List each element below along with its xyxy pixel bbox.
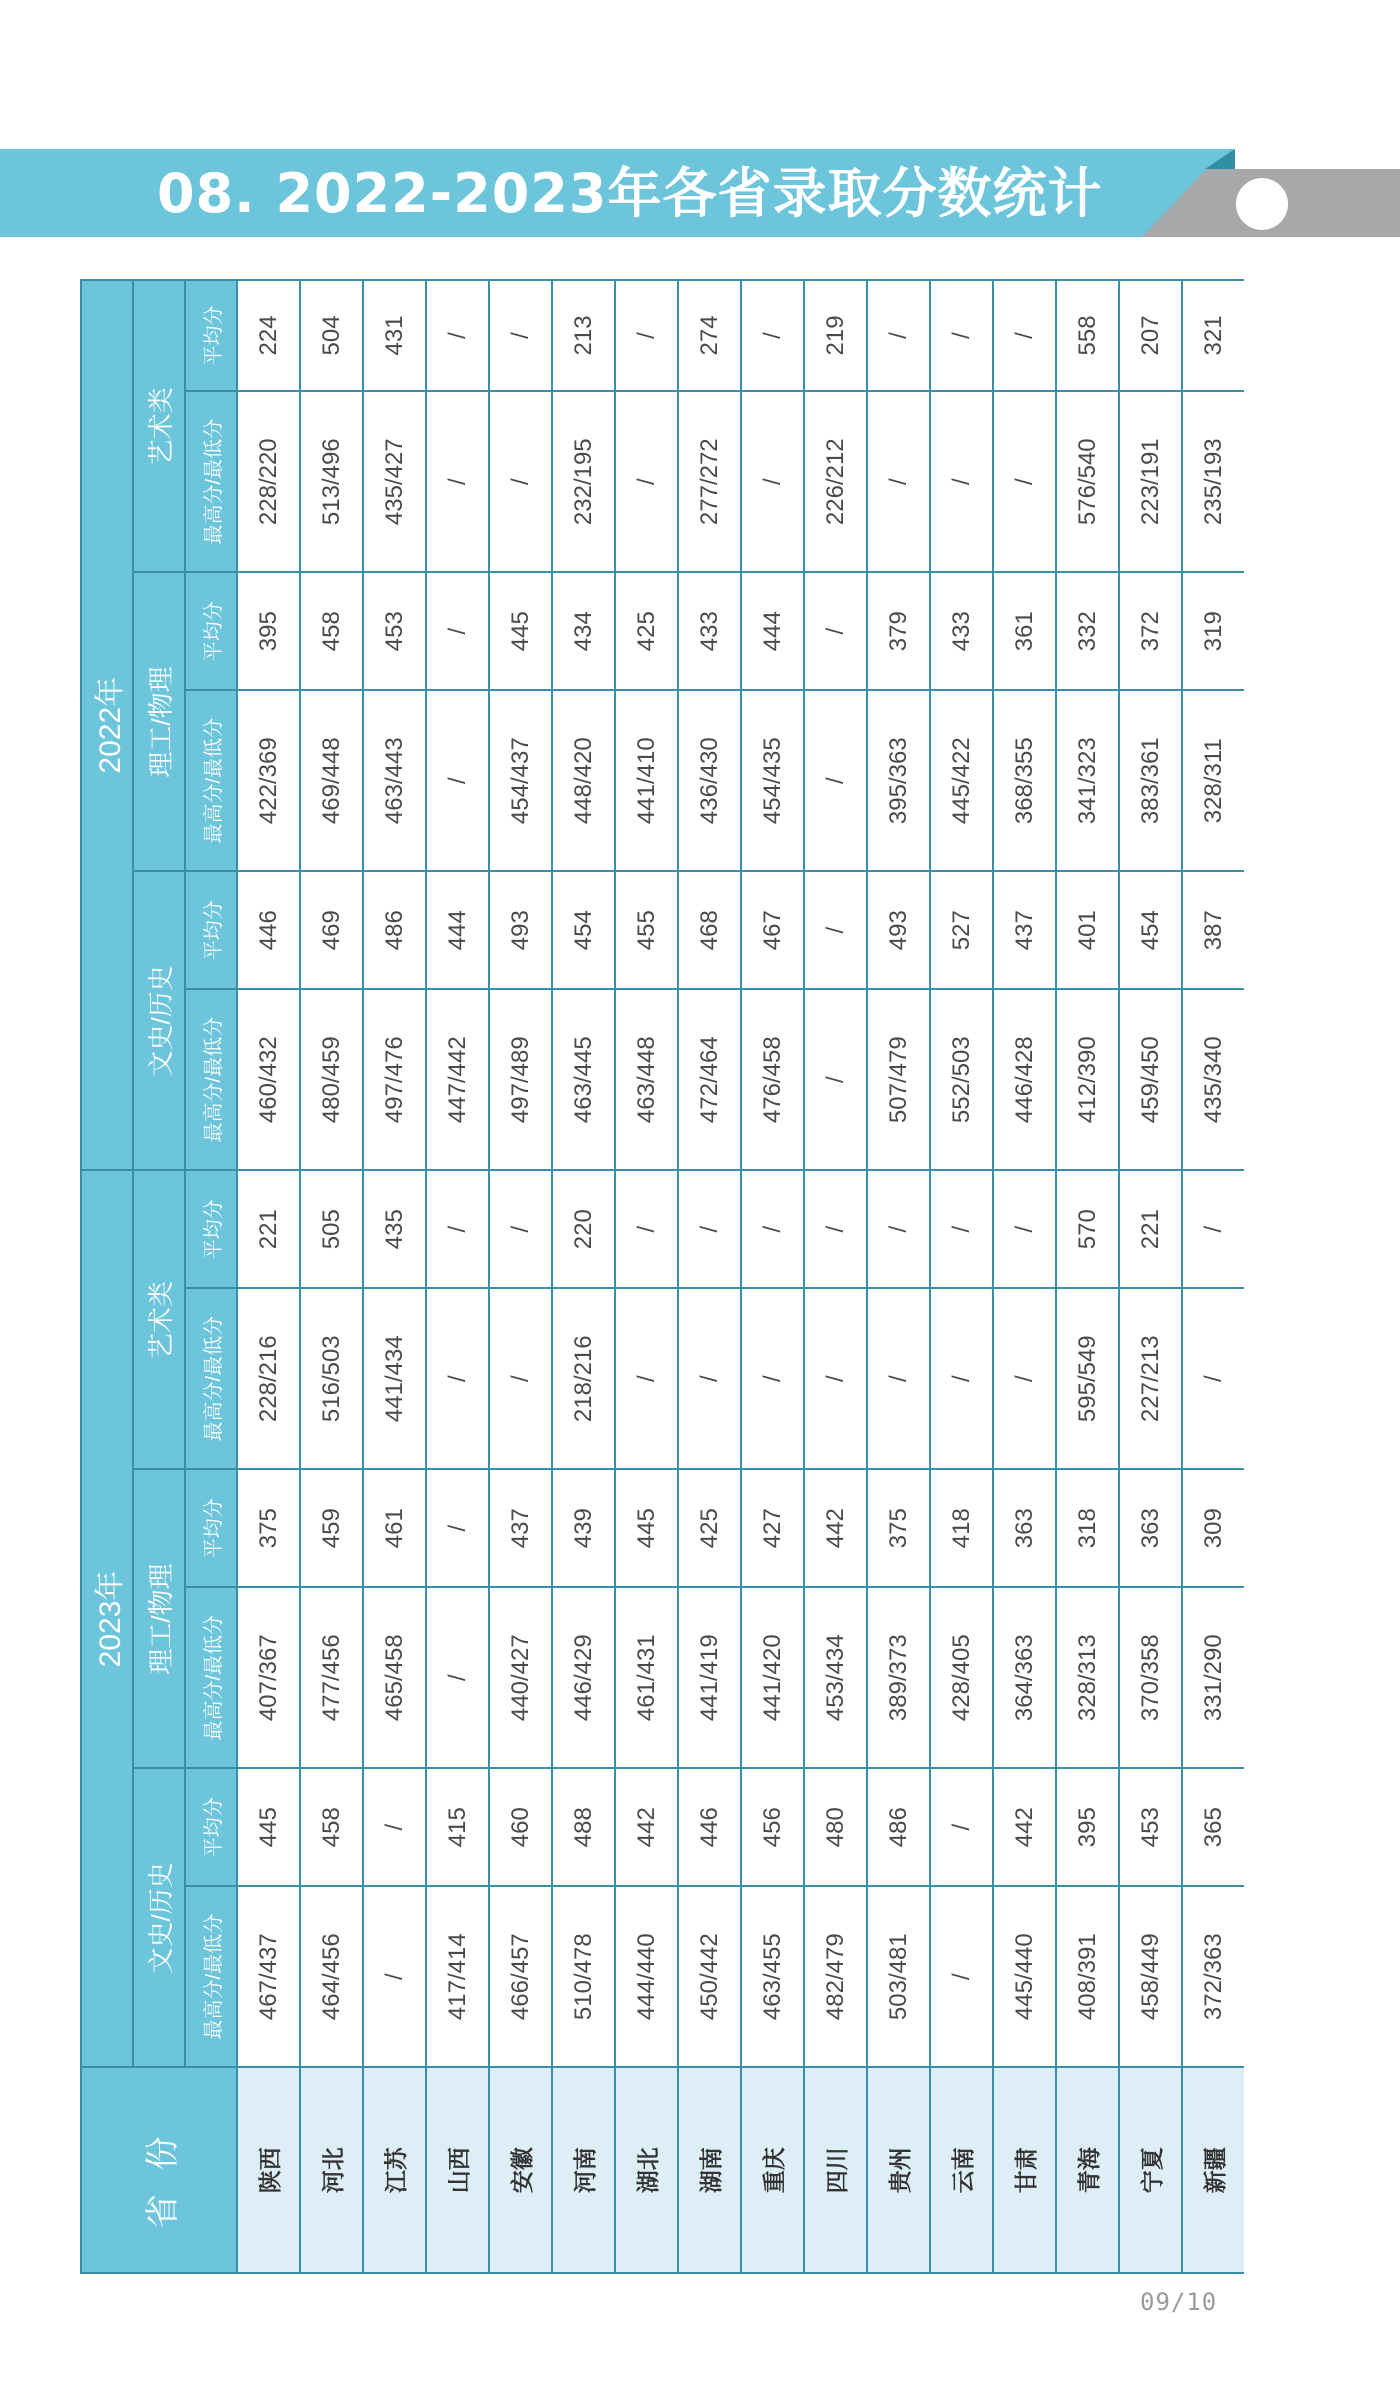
max-min-score-cell: /: [426, 690, 489, 872]
province-cell: 甘肃: [993, 2067, 1056, 2273]
average-score-cell: /: [930, 1170, 993, 1288]
max-min-score-cell: /: [1182, 1288, 1244, 1470]
table-row: [552, 280, 615, 2273]
max-min-score-cell: 422/369: [237, 690, 300, 872]
average-score-cell: 558: [1056, 280, 1119, 391]
subheader-average: 平均分: [185, 280, 237, 391]
max-min-score-cell: /: [363, 1886, 426, 2068]
average-score-cell: 309: [1182, 1469, 1244, 1586]
average-score-cell: 318: [1056, 1469, 1119, 1586]
table-row: [867, 280, 930, 2273]
max-min-score-cell: 460/432: [237, 989, 300, 1171]
average-score-cell: 445: [489, 572, 552, 689]
subheader-max-min: 最高分/最低分: [185, 1587, 237, 1769]
max-min-score-cell: 477/456: [300, 1587, 363, 1769]
max-min-score-cell: 453/434: [804, 1587, 867, 1769]
average-score-cell: 453: [1119, 1768, 1182, 1885]
average-score-cell: 445: [615, 1469, 678, 1586]
average-score-cell: 425: [678, 1469, 741, 1586]
max-min-score-cell: 447/442: [426, 989, 489, 1171]
max-min-score-cell: 368/355: [993, 690, 1056, 872]
tab-circle-icon: [1236, 178, 1288, 230]
score-table: [80, 279, 1244, 2274]
average-score-cell: /: [489, 1170, 552, 1288]
average-score-cell: 456: [741, 1768, 804, 1885]
max-min-score-cell: 232/195: [552, 391, 615, 573]
max-min-score-cell: 408/391: [1056, 1886, 1119, 2068]
table-row: [615, 280, 678, 2273]
max-min-score-cell: 407/367: [237, 1587, 300, 1769]
province-cell: 四川: [804, 2067, 867, 2273]
max-min-score-cell: 466/457: [489, 1886, 552, 2068]
average-score-cell: /: [930, 280, 993, 391]
max-min-score-cell: 513/496: [300, 391, 363, 573]
province-cell: 湖南: [678, 2067, 741, 2273]
subheader-average: 平均分: [185, 572, 237, 689]
average-score-cell: 486: [867, 1768, 930, 1885]
average-score-cell: 415: [426, 1768, 489, 1885]
max-min-score-cell: /: [741, 1288, 804, 1470]
subheader-max-min: 最高分/最低分: [185, 690, 237, 872]
max-min-score-cell: 417/414: [426, 1886, 489, 2068]
max-min-score-cell: 372/363: [1182, 1886, 1244, 2068]
average-score-cell: 442: [615, 1768, 678, 1885]
average-score-cell: 570: [1056, 1170, 1119, 1288]
average-score-cell: /: [804, 572, 867, 689]
max-min-score-cell: 428/405: [930, 1587, 993, 1769]
max-min-score-cell: 441/434: [363, 1288, 426, 1470]
average-score-cell: 375: [867, 1469, 930, 1586]
average-score-cell: /: [426, 280, 489, 391]
average-score-cell: 486: [363, 871, 426, 988]
max-min-score-cell: 516/503: [300, 1288, 363, 1470]
province-cell: 陕西: [237, 2067, 300, 2273]
average-score-cell: 469: [300, 871, 363, 988]
max-min-score-cell: 463/443: [363, 690, 426, 872]
average-score-cell: 221: [237, 1170, 300, 1288]
max-min-score-cell: 458/449: [1119, 1886, 1182, 2068]
average-score-cell: 444: [741, 572, 804, 689]
average-score-cell: 224: [237, 280, 300, 391]
average-score-cell: /: [804, 871, 867, 988]
subheader-max-min: 最高分/最低分: [185, 1886, 237, 2068]
max-min-score-cell: /: [804, 989, 867, 1171]
max-min-score-cell: 277/272: [678, 391, 741, 573]
max-min-score-cell: /: [615, 1288, 678, 1470]
max-min-score-cell: /: [993, 1288, 1056, 1470]
category-header-physics-2022: 理工/物理: [133, 572, 185, 871]
max-min-score-cell: /: [930, 1886, 993, 2068]
max-min-score-cell: 235/193: [1182, 391, 1244, 573]
average-score-cell: /: [615, 1170, 678, 1288]
province-cell: 宁夏: [1119, 2067, 1182, 2273]
average-score-cell: 468: [678, 871, 741, 988]
max-min-score-cell: 223/191: [1119, 391, 1182, 573]
average-score-cell: 433: [930, 572, 993, 689]
subheader-average: 平均分: [185, 871, 237, 988]
page-title: 08. 2022-2023年各省录取分数统计: [157, 162, 1103, 225]
average-score-cell: 433: [678, 572, 741, 689]
max-min-score-cell: 446/428: [993, 989, 1056, 1171]
average-score-cell: 454: [1119, 871, 1182, 988]
average-score-cell: 460: [489, 1768, 552, 1885]
max-min-score-cell: 383/361: [1119, 690, 1182, 872]
province-cell: 江苏: [363, 2067, 426, 2273]
max-min-score-cell: 595/549: [1056, 1288, 1119, 1470]
max-min-score-cell: /: [426, 391, 489, 573]
subheader-max-min: 最高分/最低分: [185, 1288, 237, 1470]
average-score-cell: 319: [1182, 572, 1244, 689]
max-min-score-cell: 444/440: [615, 1886, 678, 2068]
average-score-cell: /: [867, 280, 930, 391]
year-header-2022: 2022年: [81, 280, 133, 1170]
average-score-cell: 480: [804, 1768, 867, 1885]
max-min-score-cell: 328/313: [1056, 1587, 1119, 1769]
max-min-score-cell: 503/481: [867, 1886, 930, 2068]
max-min-score-cell: 497/489: [489, 989, 552, 1171]
average-score-cell: 372: [1119, 572, 1182, 689]
max-min-score-cell: 448/420: [552, 690, 615, 872]
table-row: [1119, 280, 1182, 2273]
max-min-score-cell: 459/450: [1119, 989, 1182, 1171]
category-header-history-2022: 文史/历史: [133, 871, 185, 1170]
average-score-cell: 425: [615, 572, 678, 689]
max-min-score-cell: 445/422: [930, 690, 993, 872]
max-min-score-cell: 469/448: [300, 690, 363, 872]
table-row: [363, 280, 426, 2273]
average-score-cell: 395: [1056, 1768, 1119, 1885]
max-min-score-cell: 331/290: [1182, 1587, 1244, 1769]
table-row: [993, 280, 1056, 2273]
max-min-score-cell: 461/431: [615, 1587, 678, 1769]
max-min-score-cell: 228/216: [237, 1288, 300, 1470]
category-header-physics-2023: 理工/物理: [133, 1469, 185, 1768]
average-score-cell: 446: [678, 1768, 741, 1885]
score-table-rotated: [80, 279, 1244, 2274]
average-score-cell: 459: [300, 1469, 363, 1586]
max-min-score-cell: /: [678, 1288, 741, 1470]
max-min-score-cell: 218/216: [552, 1288, 615, 1470]
max-min-score-cell: /: [804, 1288, 867, 1470]
average-score-cell: 387: [1182, 871, 1244, 988]
average-score-cell: /: [615, 280, 678, 391]
average-score-cell: 455: [615, 871, 678, 988]
average-score-cell: 467: [741, 871, 804, 988]
max-min-score-cell: 465/458: [363, 1587, 426, 1769]
average-score-cell: /: [426, 572, 489, 689]
average-score-cell: 446: [237, 871, 300, 988]
average-score-cell: 444: [426, 871, 489, 988]
max-min-score-cell: 497/476: [363, 989, 426, 1171]
max-min-score-cell: 341/323: [1056, 690, 1119, 872]
max-min-score-cell: 463/445: [552, 989, 615, 1171]
max-min-score-cell: 436/430: [678, 690, 741, 872]
max-min-score-cell: /: [426, 1288, 489, 1470]
subheader-max-min: 最高分/最低分: [185, 391, 237, 573]
average-score-cell: /: [804, 1170, 867, 1288]
average-score-cell: /: [993, 1170, 1056, 1288]
average-score-cell: /: [867, 1170, 930, 1288]
average-score-cell: 434: [552, 572, 615, 689]
province-cell: 新疆: [1182, 2067, 1244, 2273]
max-min-score-cell: 464/456: [300, 1886, 363, 2068]
max-min-score-cell: /: [615, 391, 678, 573]
average-score-cell: 442: [804, 1469, 867, 1586]
average-score-cell: /: [678, 1170, 741, 1288]
max-min-score-cell: /: [867, 1288, 930, 1470]
max-min-score-cell: 227/213: [1119, 1288, 1182, 1470]
max-min-score-cell: 370/358: [1119, 1587, 1182, 1769]
max-min-score-cell: 228/220: [237, 391, 300, 573]
average-score-cell: 454: [552, 871, 615, 988]
average-score-cell: 493: [867, 871, 930, 988]
average-score-cell: 435: [363, 1170, 426, 1288]
average-score-cell: 365: [1182, 1768, 1244, 1885]
average-score-cell: 437: [993, 871, 1056, 988]
average-score-cell: 375: [237, 1469, 300, 1586]
max-min-score-cell: 450/442: [678, 1886, 741, 2068]
average-score-cell: 418: [930, 1469, 993, 1586]
max-min-score-cell: 441/419: [678, 1587, 741, 1769]
subheader-average: 平均分: [185, 1170, 237, 1288]
page-number: 09/10: [1140, 2288, 1218, 2316]
average-score-cell: 458: [300, 572, 363, 689]
max-min-score-cell: 328/311: [1182, 690, 1244, 872]
max-min-score-cell: 445/440: [993, 1886, 1056, 2068]
average-score-cell: 431: [363, 280, 426, 391]
average-score-cell: 427: [741, 1469, 804, 1586]
max-min-score-cell: 510/478: [552, 1886, 615, 2068]
max-min-score-cell: 435/427: [363, 391, 426, 573]
average-score-cell: /: [741, 1170, 804, 1288]
average-score-cell: 442: [993, 1768, 1056, 1885]
average-score-cell: 395: [237, 572, 300, 689]
max-min-score-cell: 435/340: [1182, 989, 1244, 1171]
average-score-cell: /: [363, 1768, 426, 1885]
max-min-score-cell: 476/458: [741, 989, 804, 1171]
max-min-score-cell: /: [741, 391, 804, 573]
average-score-cell: 221: [1119, 1170, 1182, 1288]
average-score-cell: 363: [993, 1469, 1056, 1586]
max-min-score-cell: 454/435: [741, 690, 804, 872]
average-score-cell: 361: [993, 572, 1056, 689]
province-cell: 重庆: [741, 2067, 804, 2273]
table-row: [1182, 280, 1244, 2273]
table-row: [489, 280, 552, 2273]
year-header-2023: 2023年: [81, 1170, 133, 2067]
max-min-score-cell: /: [993, 391, 1056, 573]
max-min-score-cell: 441/420: [741, 1587, 804, 1769]
score-table-container: [80, 279, 1244, 2274]
average-score-cell: 207: [1119, 280, 1182, 391]
table-row: [237, 280, 300, 2273]
average-score-cell: 379: [867, 572, 930, 689]
subheader-max-min: 最高分/最低分: [185, 989, 237, 1171]
max-min-score-cell: 507/479: [867, 989, 930, 1171]
max-min-score-cell: /: [804, 690, 867, 872]
subheader-average: 平均分: [185, 1469, 237, 1586]
province-cell: 安徽: [489, 2067, 552, 2273]
average-score-cell: /: [426, 1170, 489, 1288]
average-score-cell: /: [1182, 1170, 1244, 1288]
table-row: [300, 280, 363, 2273]
average-score-cell: 437: [489, 1469, 552, 1586]
max-min-score-cell: 463/448: [615, 989, 678, 1171]
average-score-cell: 401: [1056, 871, 1119, 988]
average-score-cell: 504: [300, 280, 363, 391]
table-row: [426, 280, 489, 2273]
max-min-score-cell: 482/479: [804, 1886, 867, 2068]
max-min-score-cell: /: [930, 391, 993, 573]
average-score-cell: 439: [552, 1469, 615, 1586]
max-min-score-cell: 467/437: [237, 1886, 300, 2068]
average-score-cell: 527: [930, 871, 993, 988]
province-cell: 贵州: [867, 2067, 930, 2273]
average-score-cell: 488: [552, 1768, 615, 1885]
max-min-score-cell: 446/429: [552, 1587, 615, 1769]
province-cell: 山西: [426, 2067, 489, 2273]
average-score-cell: 458: [300, 1768, 363, 1885]
average-score-cell: 493: [489, 871, 552, 988]
table-row: [741, 280, 804, 2273]
max-min-score-cell: 440/427: [489, 1587, 552, 1769]
max-min-score-cell: 480/459: [300, 989, 363, 1171]
average-score-cell: 274: [678, 280, 741, 391]
max-min-score-cell: 463/455: [741, 1886, 804, 2068]
average-score-cell: 505: [300, 1170, 363, 1288]
max-min-score-cell: /: [867, 391, 930, 573]
max-min-score-cell: /: [489, 391, 552, 573]
table-row: [930, 280, 993, 2273]
average-score-cell: 321: [1182, 280, 1244, 391]
max-min-score-cell: 472/464: [678, 989, 741, 1171]
province-header: 省份: [81, 2067, 237, 2273]
average-score-cell: /: [930, 1768, 993, 1885]
average-score-cell: 220: [552, 1170, 615, 1288]
max-min-score-cell: 412/390: [1056, 989, 1119, 1171]
average-score-cell: /: [489, 280, 552, 391]
province-cell: 河北: [300, 2067, 363, 2273]
average-score-cell: /: [741, 280, 804, 391]
province-cell: 河南: [552, 2067, 615, 2273]
average-score-cell: 461: [363, 1469, 426, 1586]
average-score-cell: 445: [237, 1768, 300, 1885]
max-min-score-cell: 576/540: [1056, 391, 1119, 573]
subheader-average: 平均分: [185, 1768, 237, 1885]
table-row: [804, 280, 867, 2273]
province-cell: 青海: [1056, 2067, 1119, 2273]
score-table-body: [237, 280, 1244, 2273]
average-score-cell: 453: [363, 572, 426, 689]
max-min-score-cell: /: [426, 1587, 489, 1769]
average-score-cell: 332: [1056, 572, 1119, 689]
max-min-score-cell: 441/410: [615, 690, 678, 872]
max-min-score-cell: 454/437: [489, 690, 552, 872]
max-min-score-cell: 364/363: [993, 1587, 1056, 1769]
average-score-cell: /: [426, 1469, 489, 1586]
province-cell: 云南: [930, 2067, 993, 2273]
average-score-cell: 363: [1119, 1469, 1182, 1586]
max-min-score-cell: 395/363: [867, 690, 930, 872]
max-min-score-cell: /: [930, 1288, 993, 1470]
province-cell: 湖北: [615, 2067, 678, 2273]
average-score-cell: 219: [804, 280, 867, 391]
table-row: [678, 280, 741, 2273]
max-min-score-cell: 552/503: [930, 989, 993, 1171]
category-header-art-2023: 艺术类: [133, 1170, 185, 1469]
average-score-cell: /: [993, 280, 1056, 391]
max-min-score-cell: /: [489, 1288, 552, 1470]
max-min-score-cell: 389/373: [867, 1587, 930, 1769]
category-header-art-2022: 艺术类: [133, 280, 185, 572]
table-row: [1056, 280, 1119, 2273]
category-header-history-2023: 文史/历史: [133, 1768, 185, 2067]
average-score-cell: 213: [552, 280, 615, 391]
max-min-score-cell: 226/212: [804, 391, 867, 573]
